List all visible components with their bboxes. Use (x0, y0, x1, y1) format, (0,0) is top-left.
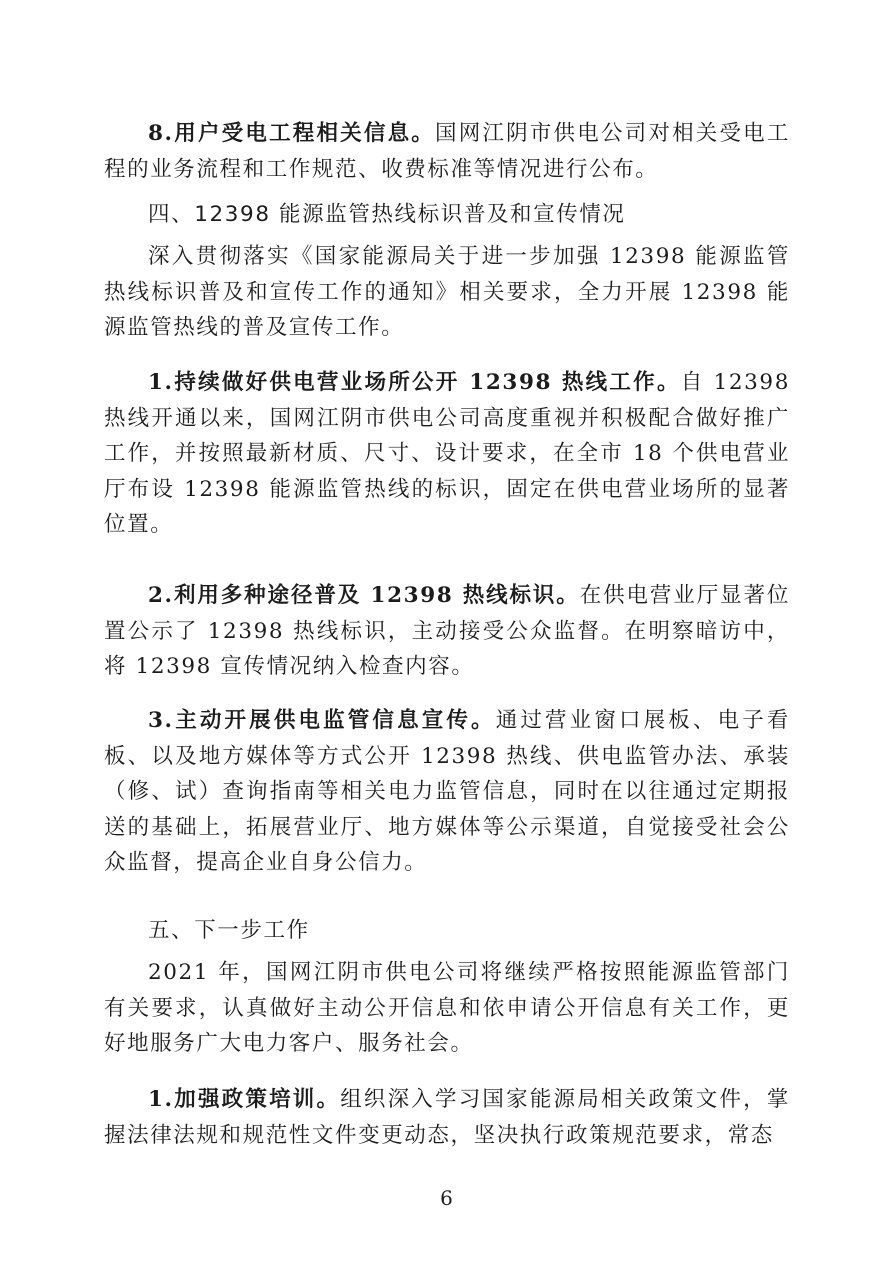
paragraph-lead: 2.利用多种途径普及 12398 热线标识。 (148, 583, 580, 608)
paragraph-text: 国网江阴市供电公司对相关受电工程的业务流程和工作规范、收费标准等情况进行公布。 (104, 121, 790, 182)
paragraph-item-2-hotline (104, 578, 790, 685)
paragraph-policy-training (104, 1082, 790, 1153)
paragraph-next-steps (104, 955, 790, 1062)
section-heading-5: 五、下一步工作 (148, 918, 310, 943)
paragraph-text: 组织深入学习国家能源局相关政策文件，掌握法律法规和规范性文件变更动态，坚决执行政策规范要求，常态 (104, 1087, 790, 1148)
paragraph-user-power-project (104, 116, 790, 187)
paragraph-lead: 8.用户受电工程相关信息。 (148, 121, 436, 146)
paragraph-text: 2021 年，国网江阴市供电公司将继续严格按照能源监管部门有关要求，认真做好主动公开信息和依申请公开信息有关工作，更好地服务广大电力客户、服务社会。 (104, 960, 790, 1056)
section-heading-4: 四、12398 能源监管热线标识普及和宣传情况 (148, 202, 626, 227)
paragraph-text: 深入贯彻落实《国家能源局关于进一步加强 12398 能源监管热线标识普及和宣传工作的通知》相关要求，全力开展 12398 能源监管热线的普及宣传工作。 (104, 244, 790, 340)
paragraph-item-1-hotline (104, 365, 790, 543)
paragraph-lead: 3.主动开展供电监管信息宣传。 (148, 708, 496, 733)
paragraph-text: 通过营业窗口展板、电子看板、以及地方媒体等方式公开 12398 热线、供电监管办法、承装（修、试）查询指南等相关电力监管信息，同时在以往通过定期报送的基础上，拓展营业厅、地方媒体等公示渠道，自觉接受社会公众监督，提高企业自身公信力。 (104, 708, 790, 875)
paragraph-hotline-intro (104, 239, 790, 346)
paragraph-text: 自 12398 热线开通以来，国网江阴市供电公司高度重视并积极配合做好推广工作，并按照最新材质、尺寸、设计要求，在全市 18 个供电营业厅布设 12398 能源监管热线的标识，固定在供电营业场所的显著位置。 (104, 370, 790, 537)
paragraph-lead: 1.加强政策培训。 (148, 1087, 341, 1112)
paragraph-item-3-publicity (104, 703, 790, 881)
paragraph-text: 在供电营业厅显著位置公示了 12398 热线标识，主动接受公众监督。在明察暗访中，将 12398 宣传情况纳入检查内容。 (104, 583, 790, 679)
paragraph-lead: 1.持续做好供电营业场所公开 12398 热线工作。 (148, 370, 681, 395)
page-number: 6 (440, 1186, 453, 1210)
